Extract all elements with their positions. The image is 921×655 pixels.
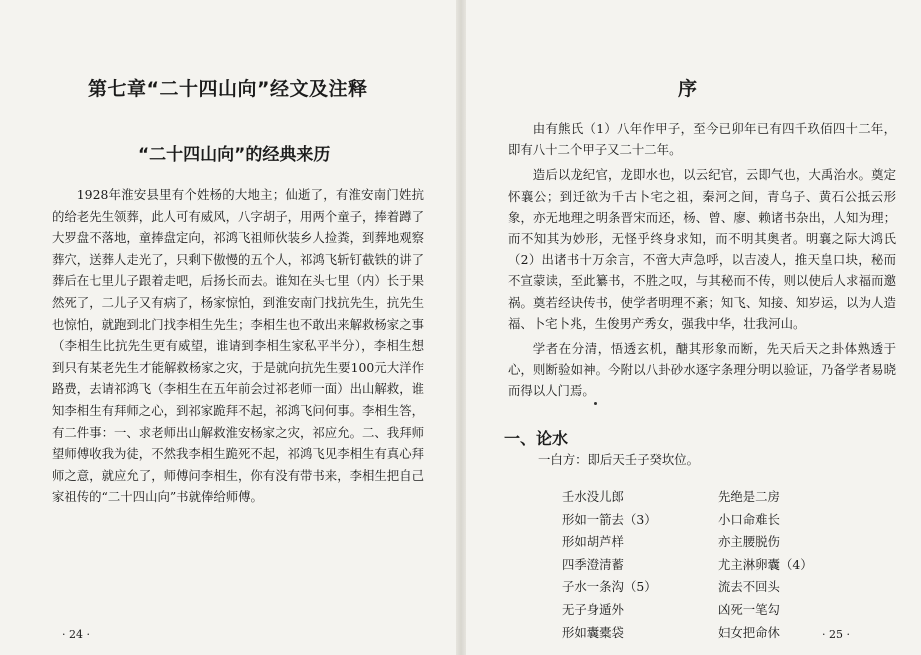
right-body-text <box>508 118 896 406</box>
verse-line: 尤主淋卵囊（4） <box>718 556 813 572</box>
section-heading: 一、论水 <box>504 429 569 448</box>
verse-line: 小口命难长 <box>718 511 780 527</box>
verse-line: 流去不回头 <box>718 579 780 595</box>
verse-line: 无子身遁外 <box>562 601 624 617</box>
verse-line: 形如囊橐袋 <box>562 624 624 640</box>
verse-column-2 <box>718 486 813 644</box>
verse-line: 四季澄清蓄 <box>562 556 624 572</box>
verse-line: 先绝是二房 <box>718 489 780 504</box>
page-number-right: · 25 · <box>822 628 850 641</box>
verse-line: 形如胡芦样 <box>562 534 624 550</box>
verse-line: 形如一箭去（3） <box>562 511 657 527</box>
ink-dot <box>594 402 597 405</box>
baifang-line: 一白方：即后天壬子癸坎位。 <box>538 452 700 467</box>
left-paragraph: 1928年淮安县里有个姓杨的大地主；仙逝了，有淮安南门姓抗的给老先生领葬，此人可有威风，八字胡子，用两个童子，捧着蹲了大罗盘不落地，童捧盘定向，祁鸿飞祖师伙装乡人捡粪，到葬地观察葬穴，送葬人走光了，只剩下傲慢的五个人，祁鸿飞斩钉截铁的讲了葬后在七里儿子跟着走吧，后扬长而去。谁知在头七里（内）长于果然死了，二儿子又有病了，杨家惊怕，到淮安南门找抗先生，抗先生也惊怕，就跑到北门找李相生先生；李相生也不敢出来解救杨家之事（李相生比抗先生更有威望，谁请到李相生家私平半分），李相生想到只有某老先生才能解救杨家之灾，于是就向抗先生要100元大洋作路费，去请祁鸿飞（李相生在五年前会过祁老师一面）出山解救，谁知李相生有拜师之心，到祁家跪拜不起，祁鸿飞问何事。李相生答，有二件事：一、求老师出山解救淮安杨家之灾，祁应允。二、我拜师望师傅收我为徒，不然我李相生跪死不起，祁鸿飞见李相生有真心拜师之意，就应允了，师傅问李相生，你有没有带书来，李相生把自己家祖传的“二十四山向”书就俸给师傅。 <box>52 187 424 505</box>
left-page <box>0 0 456 655</box>
right-paragraph: 由有熊氏（1）八年作甲子，至今已卯年已有四千玖佰四十二年，即有八十二个甲子又二十二年。 <box>508 121 896 158</box>
left-body-text <box>52 184 424 508</box>
right-paragraph: 造后以龙纪官，龙即水也，以云纪官，云即气也，大禹治水。奠定怀襄公；到迁欲为千古卜宅之祖，秦河之间，青乌子、黄石公抵云形象，亦无地理之明条晋宋而还，杨、曾、廖、赖诸书杂出，人知为理；而不知其为妙形，无怪乎终身求知，而不明其奥者。明襄之际大鸿氏（2）出诸书十万余言，不啻大声急呼，以吉凌人，推天皇口块，秘而不宣蒙读，至此纂书，不胜之叹，与其秘而不传，则以使后人求福而邀祸。奠若经诀传书，使学者明理不紊；知飞、知接、知岁运，以为人造福、卜宅卜兆，生俊男产秀女，强我中华，壮我河山。 <box>508 167 896 331</box>
book-gutter <box>456 0 466 655</box>
chapter-title: 第七章“二十四山向”经文及注释 <box>88 78 368 100</box>
verse-line: 壬水没儿郎 <box>562 489 624 504</box>
page-number-left: · 24 · <box>62 628 90 641</box>
verse-line: 子水一条沟（5） <box>562 579 657 595</box>
section-title: “二十四山向”的经典来历 <box>138 145 331 165</box>
right-paragraph: 学者在分清，悟透玄机，醣其形象而断，先天后天之卦体熟透于心，则断验如神。今附以八卦砂水逐字条理分明以验证，乃备学者易晓而得以人门焉。 <box>508 341 896 399</box>
verse-line: 亦主腰脱伤 <box>718 534 780 550</box>
verse-line: 妇女把命休 <box>718 624 780 640</box>
right-page <box>466 0 921 655</box>
preface-title: 序 <box>678 78 698 100</box>
verse-column-1 <box>562 486 657 644</box>
verse-line: 凶死一笔勾 <box>718 601 780 617</box>
